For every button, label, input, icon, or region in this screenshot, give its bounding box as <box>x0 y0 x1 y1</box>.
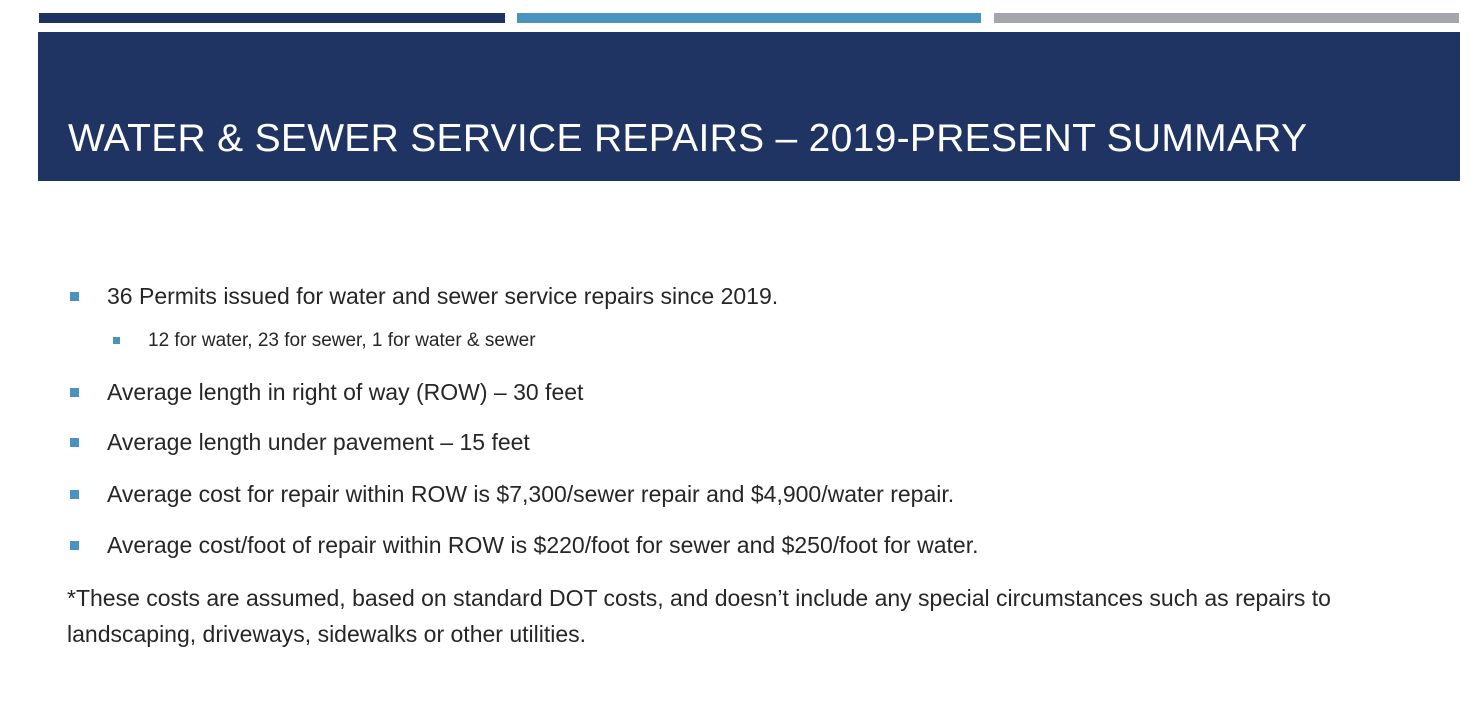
accent-bar-navy <box>39 13 505 23</box>
square-bullet-icon <box>113 337 120 344</box>
bullet-text: Average length under pavement – 15 feet <box>107 429 530 455</box>
bullet-text: 36 Permits issued for water and sewer service repairs since 2019. <box>107 283 779 309</box>
square-bullet-icon <box>70 388 79 397</box>
bullet-text: 12 for water, 23 for sewer, 1 for water & sewer <box>148 330 536 351</box>
accent-bar-blue <box>517 13 981 23</box>
accent-bar-gray <box>994 13 1459 23</box>
bullet-text: Average length in right of way (ROW) – 30 feet <box>107 379 584 405</box>
slide-title: WATER & SEWER SERVICE REPAIRS – 2019-PRESENT SUMMARY <box>68 117 1308 160</box>
square-bullet-icon <box>70 490 79 499</box>
bullet-text: Average cost/foot of repair within ROW is $220/foot for sewer and $250/foot for water. <box>107 532 979 558</box>
title-band <box>38 32 1460 181</box>
cost-footnote: *These costs are assumed, based on standard DOT costs, and doesn’t include any special circumstances such as repairs to landscaping, driveways, sidewalks or other utilities. <box>67 585 1331 647</box>
square-bullet-icon <box>70 292 79 301</box>
square-bullet-icon <box>70 438 79 447</box>
square-bullet-icon <box>70 541 79 550</box>
bullet-text: Average cost for repair within ROW is $7,300/sewer repair and $4,900/water repair. <box>107 481 955 507</box>
